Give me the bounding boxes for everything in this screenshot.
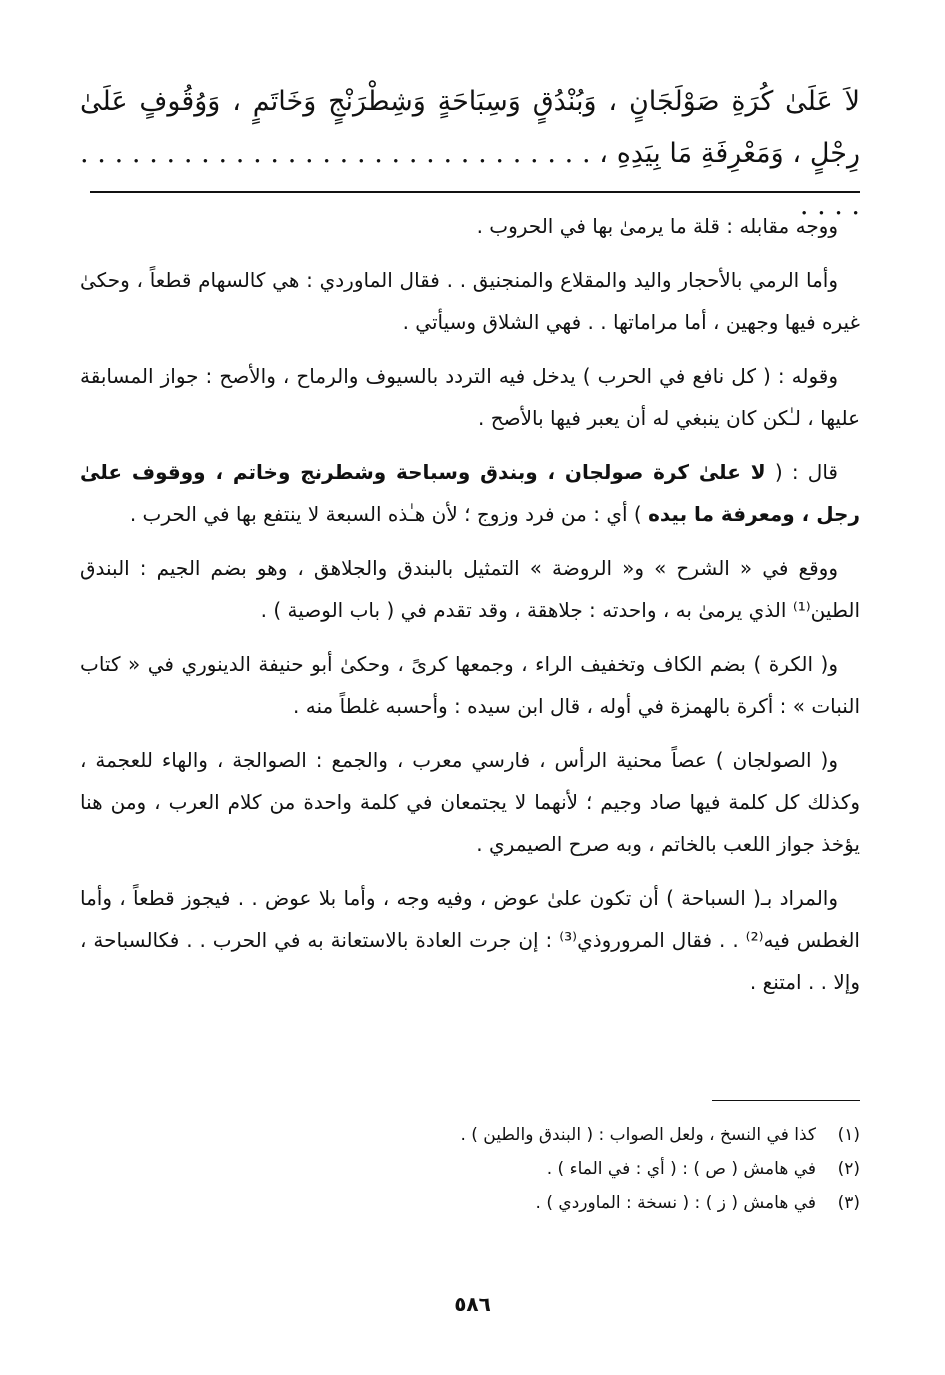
paragraph: والمراد بـ( السباحة ) أن تكون علىٰ عوض ، وفيه وجه ، وأما بلا عوض . . فيجوز قطعاً ، وأما الغطس فيه⁽²⁾ . . فقال المروروذي⁽³⁾ : إن جرت العادة بالاستعانة به في الحرب . . فكالسباحة ، وإلا . . امتنع . bbox=[80, 886, 860, 994]
footnote-number: (١) bbox=[837, 1125, 860, 1145]
footnote-text: في هامش ( ص ) : ( أي : في الماء ) . bbox=[546, 1159, 816, 1179]
paragraph: و( الكرة ) بضم الكاف وتخفيف الراء ، وجمعها كرىً ، وحكىٰ أبو حنيفة الدينوري في « كتاب النبات » : أكرة بالهمزة في أوله ، قال ابن سيده : وأحسبه غلطاً منه . bbox=[80, 652, 860, 718]
footnote-number: (٣) bbox=[837, 1193, 860, 1213]
footnote-text: في هامش ( ز ) : ( نسخة : الماوردي ) . bbox=[535, 1193, 816, 1213]
paragraph: ووقع في « الشرح » و« الروضة » التمثيل بالبندق والجلاهق ، وهو بضم الجيم : البندق الطين⁽¹⁾ الذي يرمىٰ به ، واحدته : جلاهقة ، وقد تقدم في ( باب الوصية ) . bbox=[80, 556, 860, 622]
footnote-number: (٢) bbox=[837, 1159, 860, 1179]
footnote-text: كذا في النسخ ، ولعل الصواب : ( البندق والطين ) . bbox=[460, 1125, 816, 1145]
paragraph: و( الصولجان ) عصاً محنية الرأس ، فارسي معرب ، والجمع : الصوالجة ، والهاء للعجمة ، وكذلك كل كلمة فيها صاد وجيم ؛ لأنهما لا يجتمعان في كلمة واحدة من كلام العرب ، ومن هنا يؤخذ جواز اللعب بالخاتم ، وبه صرح الصيمري . bbox=[80, 748, 860, 856]
matn-dots: . . . . . . . . . . . . . . . . . . . . . . . . . . . . . . . . . . bbox=[80, 138, 860, 221]
paragraph: وأما الرمي بالأحجار واليد والمقلاع والمنجنيق . . فقال الماوردي : هي كالسهام قطعاً ، وحكىٰ غيره فيها وجهين ، أما مراماتها . . فهي الشلاق وسيأتي . bbox=[80, 268, 860, 334]
quoted-matn: لا علىٰ كرة صولجان ، وبندق وسباحة وشطرنج وخاتم ، ووقوف علىٰ رجل ، ومعرفة ما بيده bbox=[80, 460, 860, 526]
quote-suffix: ) أي : من فرد وزوج ؛ لأن هـٰذه السبعة لا ينتفع بها في الحرب . bbox=[129, 502, 649, 526]
paragraph: وقوله : ( كل نافع في الحرب ) يدخل فيه التردد بالسيوف والرماح ، والأصح : جواز المسابقة عليها ، لـٰكن كان ينبغي له أن يعبر فيها بالأصح . bbox=[80, 364, 860, 430]
footnote-divider bbox=[712, 1100, 860, 1101]
footnote bbox=[80, 1118, 860, 1152]
quote-prefix: قال : ( bbox=[765, 460, 838, 484]
footnote bbox=[80, 1152, 860, 1186]
paragraph-quote bbox=[80, 451, 860, 535]
matn-divider bbox=[90, 191, 860, 193]
footnote bbox=[80, 1186, 860, 1220]
paragraph: ووجه مقابله : قلة ما يرمىٰ بها في الحروب . bbox=[476, 214, 838, 238]
page-number: ٥٨٦ bbox=[454, 1292, 491, 1316]
footnotes bbox=[80, 1118, 860, 1220]
matn-sentence: لاَ عَلَىٰ كُرَةِ صَوْلَجَانٍ ، وَبُنْدُقٍ وَسِبَاحَةٍ وَشِطْرَنْجٍ وَخَاتَمٍ ، وَوُقُوفٍ عَلَىٰ رِجْلٍ ، وَمَعْرِفَةِ مَا بِيَدِهِ ، bbox=[80, 86, 860, 169]
commentary-block bbox=[80, 205, 860, 1015]
